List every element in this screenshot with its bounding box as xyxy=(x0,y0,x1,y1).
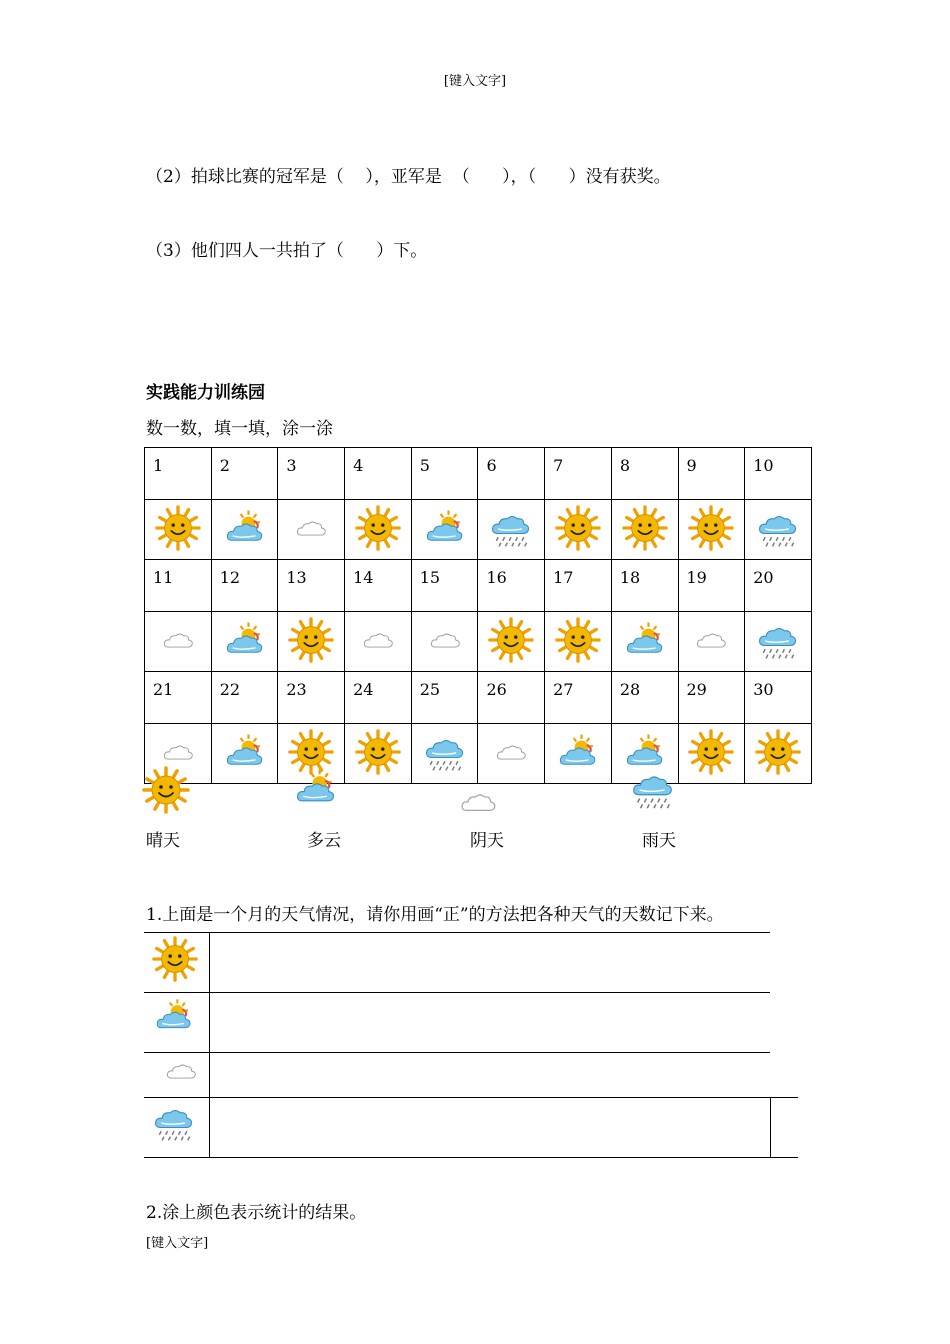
calendar-date-cell: 9 xyxy=(678,448,745,500)
calendar-date-row xyxy=(145,560,812,612)
rain-cloud-icon xyxy=(423,730,467,774)
tally-line xyxy=(144,992,770,993)
sun-icon xyxy=(688,505,734,551)
calendar-weather-cell xyxy=(678,724,745,784)
calendar-weather-row xyxy=(145,500,812,560)
cloud-icon xyxy=(361,623,395,657)
calendar-weather-cell xyxy=(211,500,278,560)
calendar-weather-cell xyxy=(411,500,478,560)
legend-label-partly-cloudy: 多云 xyxy=(307,831,341,851)
page-footer: [键入文字] xyxy=(146,1236,209,1251)
cloud-icon xyxy=(458,782,498,822)
sun-icon xyxy=(622,505,668,551)
sun-icon xyxy=(488,617,534,663)
calendar-date-cell: 13 xyxy=(278,560,345,612)
sun-icon xyxy=(555,617,601,663)
calendar-date-cell: 29 xyxy=(678,672,745,724)
cloud-icon xyxy=(294,511,328,545)
partly-cloudy-icon xyxy=(154,996,194,1036)
calendar-date-cell: 7 xyxy=(545,448,612,500)
task-1: 1.上面是一个月的天气情况，请你用画“正”的方法把各种天气的天数记下来。 xyxy=(146,905,724,925)
calendar-date-cell: 2 xyxy=(211,448,278,500)
rain-cloud-icon xyxy=(489,506,533,550)
question-3: （3）他们四人一共拍了（ ）下。 xyxy=(146,241,428,261)
calendar-weather-cell xyxy=(278,612,345,672)
calendar-date-cell: 5 xyxy=(411,448,478,500)
calendar-date-cell: 1 xyxy=(145,448,212,500)
calendar-weather-cell xyxy=(611,612,678,672)
legend-label-cloudy: 阴天 xyxy=(470,831,504,851)
calendar-date-cell: 15 xyxy=(411,560,478,612)
tally-row-cloudy xyxy=(164,1054,198,1088)
tally-row-sunny xyxy=(152,936,198,982)
legend-label-rainy: 雨天 xyxy=(642,831,676,851)
calendar-date-cell: 23 xyxy=(278,672,345,724)
calendar-weather-cell xyxy=(678,612,745,672)
calendar-date-cell: 6 xyxy=(478,448,545,500)
calendar-weather-cell xyxy=(678,500,745,560)
calendar-date-cell: 18 xyxy=(611,560,678,612)
calendar-date-cell: 12 xyxy=(211,560,278,612)
sun-icon xyxy=(288,617,334,663)
calendar-date-cell: 27 xyxy=(545,672,612,724)
sun-icon xyxy=(355,505,401,551)
sun-icon xyxy=(355,729,401,775)
legend-sunny xyxy=(142,766,190,814)
calendar-weather-cell xyxy=(411,612,478,672)
calendar-weather-cell xyxy=(745,612,812,672)
section-title: 实践能力训练园 xyxy=(146,383,265,403)
partly-cloudy-icon xyxy=(224,619,266,661)
partly-cloudy-icon xyxy=(624,619,666,661)
calendar-weather-cell xyxy=(545,724,612,784)
tally-line xyxy=(144,1157,798,1158)
calendar-date-cell: 22 xyxy=(211,672,278,724)
cloud-icon xyxy=(164,1054,198,1088)
calendar-date-cell: 25 xyxy=(411,672,478,724)
sun-icon xyxy=(755,729,801,775)
calendar-date-cell: 8 xyxy=(611,448,678,500)
rain-cloud-icon xyxy=(756,506,800,550)
calendar-weather-cell xyxy=(211,612,278,672)
tally-line xyxy=(144,932,770,933)
calendar-weather-cell xyxy=(345,724,412,784)
legend-partly-cloudy xyxy=(294,766,338,810)
rain-cloud-icon xyxy=(756,618,800,662)
calendar-date-cell: 16 xyxy=(478,560,545,612)
partly-cloudy-icon xyxy=(557,731,599,773)
calendar-date-cell: 24 xyxy=(345,672,412,724)
cloud-icon xyxy=(428,623,462,657)
sun-icon xyxy=(155,505,201,551)
task-2: 2.涂上颜色表示统计的结果。 xyxy=(146,1203,367,1223)
calendar-date-cell: 4 xyxy=(345,448,412,500)
calendar-date-cell: 10 xyxy=(745,448,812,500)
sun-icon xyxy=(142,766,190,814)
calendar-weather-row xyxy=(145,724,812,784)
calendar-date-row xyxy=(145,672,812,724)
calendar-weather-cell xyxy=(478,612,545,672)
calendar-weather-cell xyxy=(278,500,345,560)
calendar-date-cell: 30 xyxy=(745,672,812,724)
calendar-date-row xyxy=(145,448,812,500)
sun-icon xyxy=(688,729,734,775)
tally-line xyxy=(144,1097,798,1098)
calendar-weather-cell xyxy=(478,724,545,784)
page-header: [键入文字] xyxy=(443,74,507,89)
tally-row-rainy xyxy=(152,1100,196,1144)
sun-icon xyxy=(152,936,198,982)
calendar-weather-cell xyxy=(545,500,612,560)
calendar-date-cell: 19 xyxy=(678,560,745,612)
calendar-weather-cell xyxy=(745,724,812,784)
tally-row-partly-cloudy xyxy=(154,996,194,1036)
calendar-date-cell: 21 xyxy=(145,672,212,724)
calendar-date-cell: 28 xyxy=(611,672,678,724)
rain-cloud-icon xyxy=(630,766,676,812)
rain-cloud-icon xyxy=(152,1100,196,1144)
calendar-weather-cell xyxy=(345,500,412,560)
legend-cloudy xyxy=(458,782,498,822)
cloud-icon xyxy=(161,735,195,769)
legend-rainy xyxy=(630,766,676,812)
tally-divider xyxy=(770,1097,771,1157)
calendar-date-cell: 14 xyxy=(345,560,412,612)
partly-cloudy-icon xyxy=(294,766,338,810)
partly-cloudy-icon xyxy=(224,507,266,549)
calendar-weather-row xyxy=(145,612,812,672)
cloud-icon xyxy=(161,623,195,657)
weather-calendar xyxy=(144,447,812,784)
calendar-weather-cell xyxy=(478,500,545,560)
calendar-weather-cell xyxy=(745,500,812,560)
tally-table xyxy=(144,932,798,1158)
sun-icon xyxy=(555,505,601,551)
question-2: （2）拍球比赛的冠军是（ ），亚军是 （ ），（ ）没有获奖。 xyxy=(146,167,671,187)
calendar-date-cell: 11 xyxy=(145,560,212,612)
tally-divider xyxy=(209,932,210,1157)
cloud-icon xyxy=(494,735,528,769)
calendar-weather-cell xyxy=(345,612,412,672)
tally-line xyxy=(144,1052,770,1053)
calendar-weather-cell xyxy=(411,724,478,784)
cloud-icon xyxy=(694,623,728,657)
calendar-date-cell: 20 xyxy=(745,560,812,612)
calendar-weather-cell xyxy=(211,724,278,784)
calendar-weather-cell xyxy=(545,612,612,672)
calendar-weather-cell xyxy=(145,612,212,672)
instruction: 数一数，填一填，涂一涂 xyxy=(146,419,333,439)
calendar-date-cell: 26 xyxy=(478,672,545,724)
calendar-weather-cell xyxy=(145,500,212,560)
calendar-date-cell: 3 xyxy=(278,448,345,500)
legend-label-sunny: 晴天 xyxy=(146,831,180,851)
partly-cloudy-icon xyxy=(224,731,266,773)
calendar-weather-cell xyxy=(611,500,678,560)
partly-cloudy-icon xyxy=(424,507,466,549)
calendar-date-cell: 17 xyxy=(545,560,612,612)
